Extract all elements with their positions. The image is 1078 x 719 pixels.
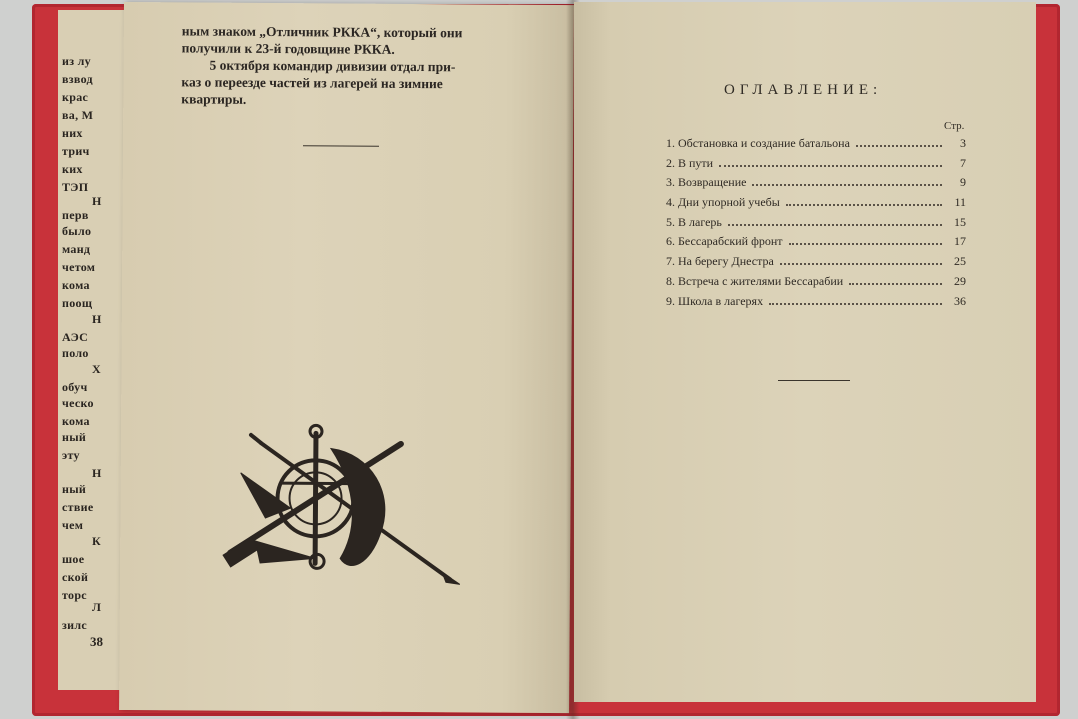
- toc-entry: [666, 274, 966, 294]
- left-page-text: [181, 22, 522, 109]
- toc-leader-dots: [728, 224, 942, 226]
- text-line: получили к 23-й годовщине РККА.: [181, 40, 395, 57]
- toc-entry-page: 3: [960, 136, 966, 150]
- back-page-text-fragment: ва, М: [62, 108, 94, 122]
- toc-entry-page: 7: [960, 155, 966, 170]
- toc-leader-dots: [856, 145, 942, 147]
- toc-leader-dots: [752, 184, 942, 186]
- toc-entry-title: 6. Бессарабский фронт: [666, 234, 783, 249]
- toc-entry-page: 29: [954, 273, 966, 288]
- back-page-text-fragment: К: [92, 534, 102, 548]
- toc-entry-page: 25: [954, 254, 966, 269]
- toc-entry: [666, 136, 966, 156]
- toc-entry: [666, 294, 966, 314]
- back-page-text-fragment: ких: [62, 162, 83, 176]
- back-page-text-fragment: из лу: [62, 54, 91, 68]
- back-page-text-fragment: ный: [62, 430, 87, 444]
- toc-entry-title: 2. В пути: [666, 155, 714, 170]
- toc-list: [666, 136, 966, 313]
- toc-entry-title: 9. Школа в лагерях: [666, 293, 764, 308]
- back-page-text-fragment: было: [62, 224, 92, 238]
- right-page: [574, 2, 1036, 702]
- toc-entry-title: 7. На берегу Днестра: [666, 254, 774, 269]
- back-page-text-fragment: эту: [62, 448, 80, 462]
- back-page-text-fragment: Н: [92, 466, 102, 480]
- section-divider: [778, 380, 850, 381]
- section-divider: [303, 145, 379, 147]
- back-page-text-fragment: манд: [62, 242, 91, 256]
- toc-entry: [666, 234, 966, 254]
- toc-entry: [666, 175, 966, 195]
- back-page-text-fragment: поощ: [62, 296, 93, 310]
- back-page-text-fragment: взвод: [62, 72, 93, 86]
- toc-entry-title: 3. Возвращение: [666, 175, 747, 190]
- back-page-text-fragment: ТЭП: [62, 180, 89, 194]
- back-page-text-fragment: кома: [62, 414, 90, 428]
- toc-entry: [666, 156, 966, 176]
- back-page-text-fragment: ный: [62, 482, 87, 496]
- back-page-text-fragment: обуч: [62, 380, 88, 394]
- back-page-text-fragment: крас: [62, 90, 89, 104]
- toc-entry-page: 15: [954, 214, 966, 229]
- back-page-text-fragment: Н: [92, 312, 102, 326]
- back-page-text-fragment: Х: [92, 362, 101, 376]
- toc-entry-title: 1. Обстановка и создание батальона: [666, 136, 850, 150]
- toc-entry-page: 36: [954, 293, 966, 308]
- back-page-text-fragment: ской: [62, 570, 89, 584]
- toc-entry-page: 11: [954, 195, 966, 210]
- back-page-text-fragment: перв: [62, 208, 89, 222]
- back-page-text-fragment: трич: [62, 144, 90, 158]
- military-emblem-icon: [220, 423, 461, 595]
- toc-entry-title: 8. Встреча с жителями Бессарабии: [666, 273, 844, 288]
- back-page-number: 38: [90, 634, 103, 649]
- back-page-text-fragment: кома: [62, 278, 90, 292]
- text-line: каз о переезде частей из лагерей на зимние: [181, 74, 443, 92]
- toc-entry-title: 4. Дни упорной учебы: [666, 195, 780, 210]
- back-page-text-fragment: ческо: [62, 396, 94, 410]
- back-page-text-fragment: чем: [62, 518, 84, 532]
- toc-entry-page: 17: [954, 234, 966, 249]
- toc-leader-dots: [780, 263, 942, 265]
- text-line: 5 октября командир дивизии отдал при-: [209, 57, 456, 75]
- toc-title: ОГЛАВЛЕНИЕ:: [724, 82, 883, 98]
- back-page-text-fragment: поло: [62, 346, 89, 360]
- text-line: ным знаком „Отличник РККА“, который они: [181, 23, 463, 41]
- back-page-text-fragment: Л: [92, 600, 102, 614]
- toc-leader-dots: [786, 204, 942, 206]
- toc-entry-title: 5. В лагерь: [666, 214, 722, 229]
- toc-entry-page: 9: [960, 175, 966, 190]
- back-page-text-fragment: ствие: [62, 500, 94, 514]
- text-line: квартиры.: [181, 91, 247, 107]
- back-page-text-fragment: них: [62, 126, 83, 140]
- toc-leader-dots: [789, 243, 942, 245]
- left-page: [119, 2, 574, 713]
- toc-entry: [666, 215, 966, 235]
- back-page-text-fragment: Н: [92, 194, 102, 208]
- back-page-text-fragment: АЭС: [62, 330, 89, 344]
- back-page-text-fragment: четом: [62, 260, 96, 274]
- back-page-text-fragment: зилс: [62, 618, 87, 632]
- toc-leader-dots: [719, 165, 942, 167]
- toc-entry: [666, 195, 966, 215]
- back-page-text-fragment: шое: [62, 552, 85, 566]
- toc-leader-dots: [849, 283, 942, 285]
- page-column-label: Стр.: [944, 120, 965, 132]
- toc-entry: [666, 254, 966, 274]
- toc-leader-dots: [769, 303, 942, 305]
- back-page-text-fragment: торс: [62, 588, 87, 602]
